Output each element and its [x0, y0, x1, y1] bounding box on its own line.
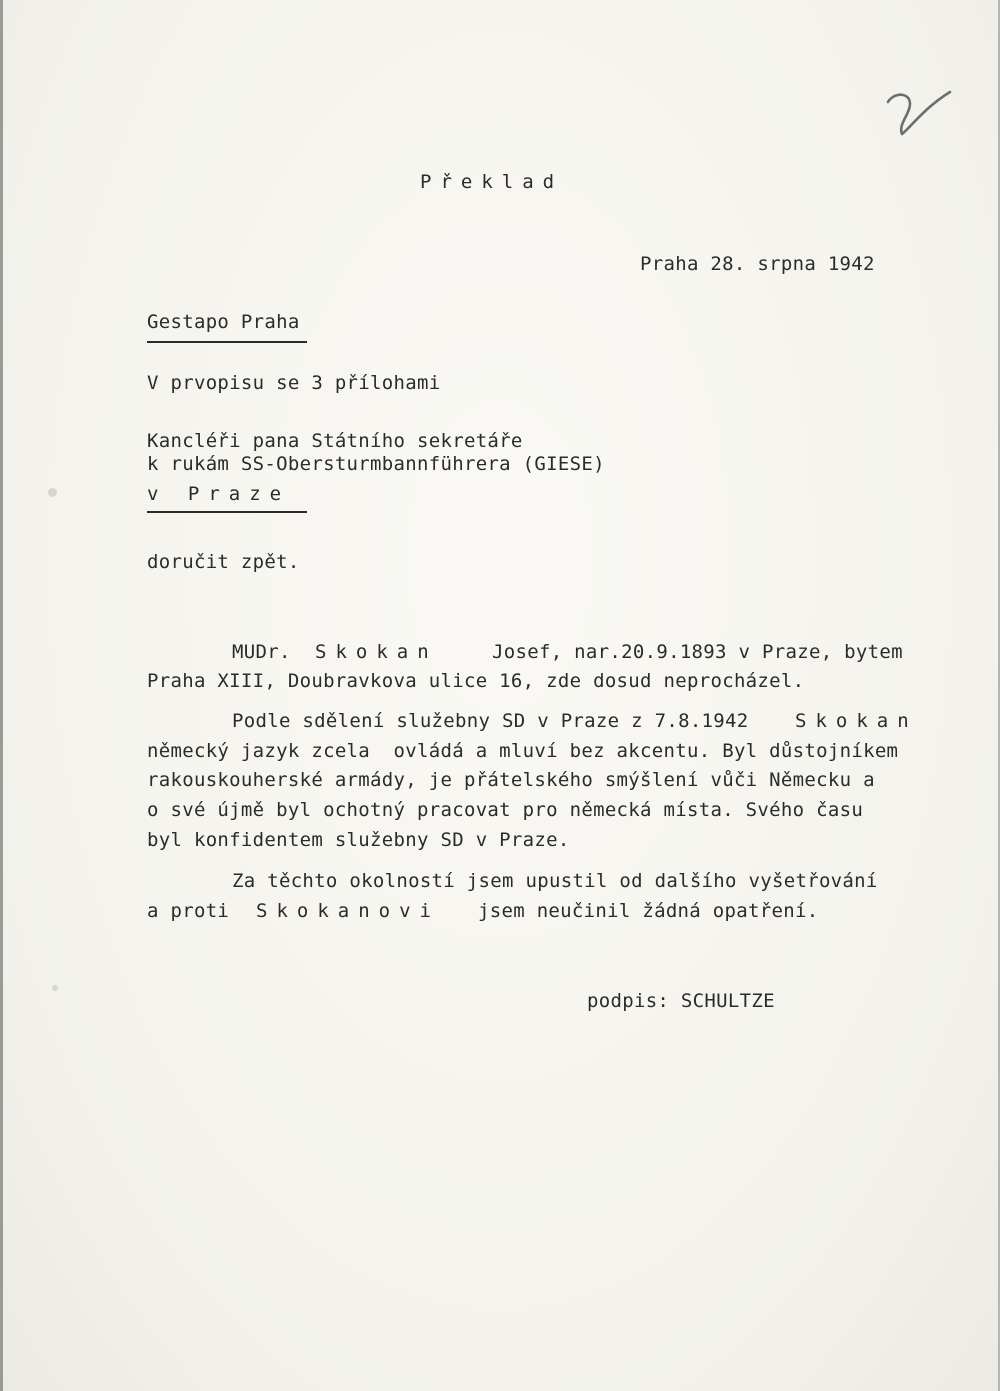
- body-p2-line-3: rakouskouherské armády, je přátelského smýšlení vůči Německu a: [147, 769, 875, 791]
- body-p1-spaced-name: Skokan: [315, 641, 438, 663]
- paper-spot: [48, 488, 57, 497]
- body-p1-line-1-rest: Josef, nar.20.9.1893 v Praze, bytem: [492, 641, 903, 663]
- body-p3-line-2-rest: jsem neučinil žádná opatření.: [478, 900, 819, 922]
- document-heading: Překlad: [420, 171, 564, 193]
- body-p3-line-1: Za těchto okolností jsem upustil od dalšího vyšetřování: [232, 870, 878, 892]
- handwritten-folio-number: [880, 86, 960, 146]
- enclosure-note: V prvopisu se 3 přílohami: [147, 372, 441, 394]
- recipient-city: v Praze: [147, 483, 291, 505]
- paper-spot: [52, 985, 58, 991]
- body-p3-spaced-name: Skokanovi: [256, 900, 440, 922]
- recipient-underline: [147, 511, 307, 513]
- body-p2-line-4: o své újmě byl ochotný pracovat pro německá místa. Svého času: [147, 799, 864, 821]
- recipient-line-2: k rukám SS-Obersturmbannführera (GIESE): [147, 453, 605, 475]
- body-p3-prefix: a proti: [147, 900, 230, 922]
- date-line: Praha 28. srpna 1942: [640, 253, 875, 275]
- signature-line: podpis: SCHULTZE: [587, 990, 775, 1012]
- body-p1-prefix: MUDr.: [232, 641, 291, 663]
- sender-underline: [147, 341, 307, 343]
- recipient-line-1: Kancléři pana Státního sekretáře: [147, 430, 523, 452]
- body-p1-line-2: Praha XIII, Doubravkova ulice 16, zde dosud neprocházel.: [147, 670, 805, 692]
- body-p2-line-1: Podle sdělení služebny SD v Praze z 7.8.1942: [232, 710, 749, 732]
- body-p2-spaced-name: Skokan: [795, 710, 918, 732]
- page-edge-left: [0, 0, 3, 1391]
- sender-name: Gestapo Praha: [147, 311, 300, 333]
- return-note: doručit zpět.: [147, 551, 300, 573]
- body-p2-line-2: německý jazyk zcela ovládá a mluví bez akcentu. Byl důstojníkem: [147, 740, 899, 762]
- body-p2-line-5: byl konfidentem služebny SD v Praze.: [147, 829, 570, 851]
